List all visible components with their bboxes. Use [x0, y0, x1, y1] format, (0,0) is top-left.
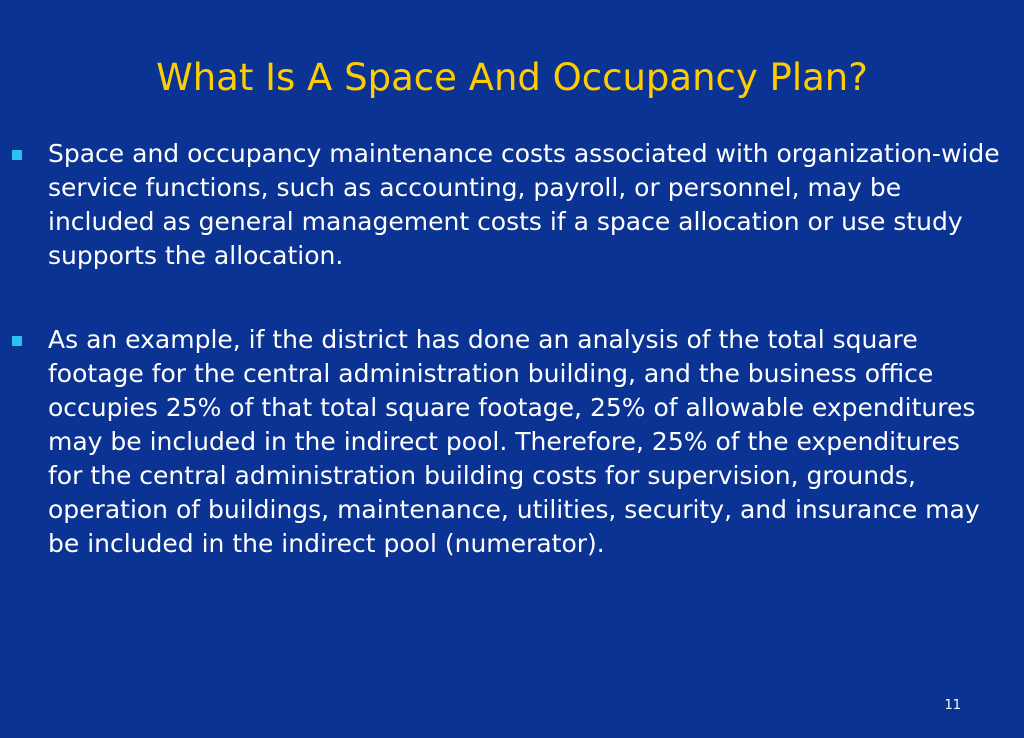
bullet-item-2 [12, 323, 1002, 561]
bullet-list [12, 137, 1002, 561]
square-bullet-icon [12, 150, 22, 160]
slide-title: What Is A Space And Occupancy Plan? [156, 56, 868, 99]
square-bullet-icon [12, 336, 22, 346]
bullet-text-2: As an example, if the district has done an analysis of the total square footage for the central administration building, and the business office occupies 25% of that total square footage, 25% of allowable expenditures may be included in the indirect pool. Therefore, 25% of the expenditures for the central administration building costs for supervision, grounds, operation of buildings, maintenance, utilities, security, and insurance may be included in the indirect pool (numerator). [48, 325, 980, 558]
bullet-item-1 [12, 137, 1002, 273]
page-number: 11 [944, 698, 961, 713]
bullet-text-1: Space and occupancy maintenance costs associated with organization-wide service functions, such as accounting, payroll, or personnel, may be included as general management costs if a space allocation or use study supports the allocation. [48, 139, 1000, 270]
